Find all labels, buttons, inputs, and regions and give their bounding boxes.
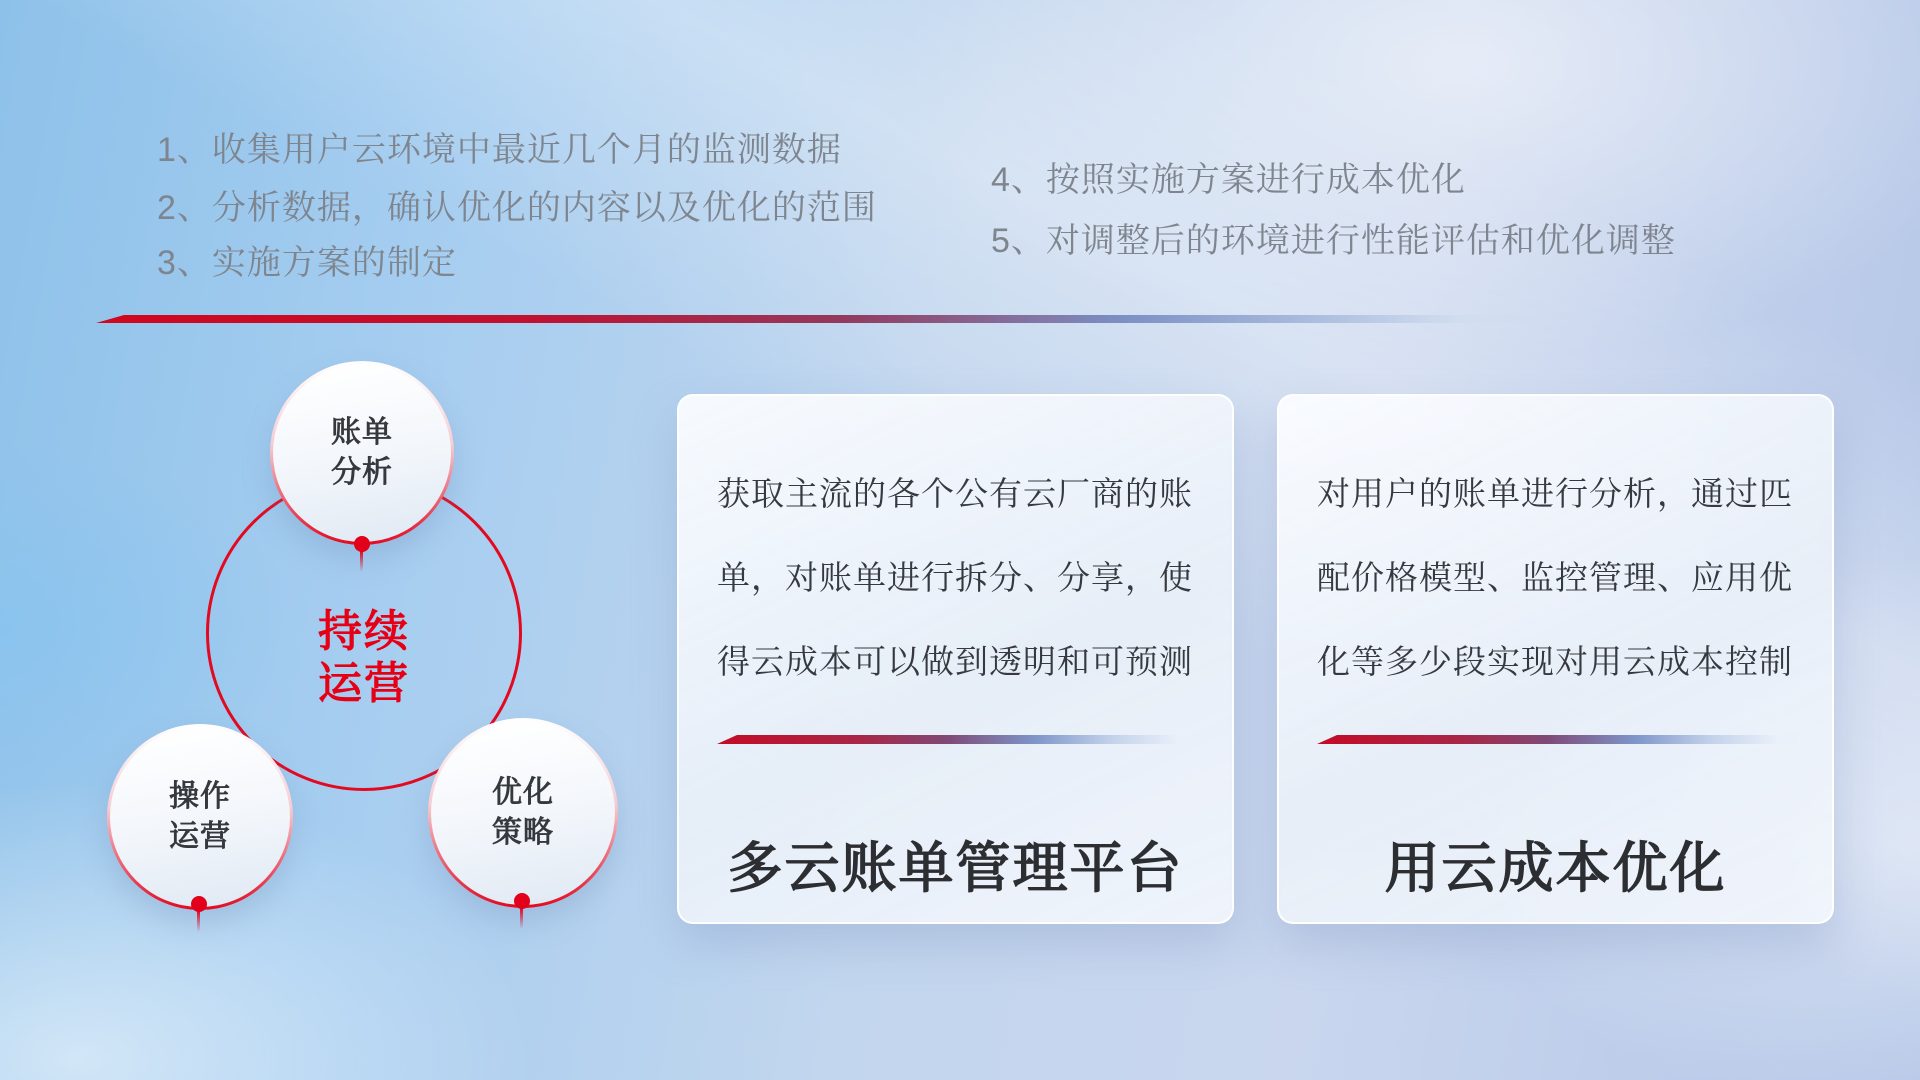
card-body-line: 获取主流的各个公有云厂商的账 — [717, 475, 1193, 512]
card-cloud-cost-optimization — [1277, 394, 1834, 924]
card-body-line: 配价格模型、监控管理、应用优 — [1317, 559, 1793, 596]
process-step-4: 4、按照实施方案进行成本优化 — [991, 161, 1466, 199]
cycle-node-optimization-strategy — [428, 718, 618, 908]
card-divider-line — [717, 735, 1198, 744]
cycle-center-label — [264, 606, 464, 710]
card-body — [1317, 452, 1796, 704]
cycle-node-operation — [107, 724, 293, 910]
cycle-center-line2: 运营 — [318, 659, 410, 708]
cycle-node-bill-analysis-label — [273, 364, 451, 542]
node-label-line: 操作 — [169, 780, 231, 813]
cycle-node-operation-label — [110, 727, 290, 907]
cycle-node-bill-analysis — [270, 361, 454, 545]
card-title: 用云成本优化 — [1384, 837, 1727, 899]
card-body-line: 化等多少段实现对用云成本控制 — [1317, 643, 1793, 680]
process-step-3: 3、实施方案的制定 — [157, 244, 457, 282]
node-label-line: 分析 — [331, 456, 393, 489]
card-body-line: 对用户的账单进行分析，通过匹 — [1317, 475, 1793, 512]
card-body — [717, 452, 1196, 704]
cycle-center-line1: 持续 — [318, 607, 410, 656]
process-step-5: 5、对调整后的环境进行性能评估和优化调整 — [991, 222, 1676, 260]
pin-tail — [520, 907, 523, 929]
card-body-line: 单，对账单进行拆分、分享，使 — [717, 559, 1193, 596]
pin-tail — [360, 550, 363, 572]
process-step-2: 2、分析数据，确认优化的内容以及优化的范围 — [157, 189, 877, 227]
card-title: 多云账单管理平台 — [727, 837, 1184, 899]
cycle-node-optimization-strategy-label — [431, 721, 615, 905]
node-label-line: 优化 — [492, 776, 554, 809]
node-label-line: 运营 — [169, 820, 231, 853]
node-label-line: 账单 — [331, 416, 393, 449]
pin-tail — [197, 910, 200, 932]
process-step-1: 1、收集用户云环境中最近几个月的监测数据 — [157, 131, 842, 169]
section-divider-line — [96, 315, 1650, 323]
card-divider-line — [1317, 735, 1798, 744]
card-body-line: 得云成本可以做到透明和可预测 — [717, 643, 1193, 680]
node-label-line: 策略 — [492, 816, 554, 849]
card-multi-cloud-billing — [677, 394, 1234, 924]
